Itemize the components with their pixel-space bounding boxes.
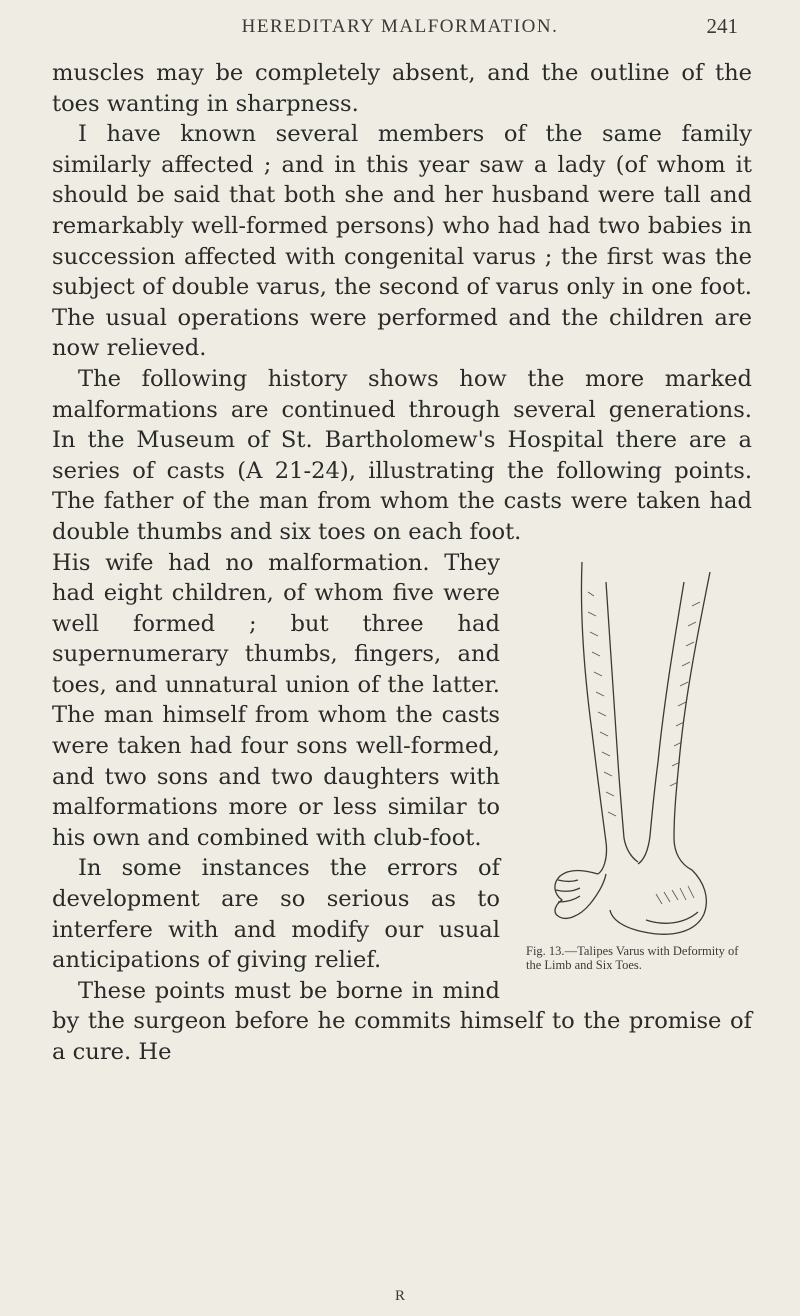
paragraph-5: These points must be borne in mind by the surgeon before he commits himself to the promise of a cure. He	[52, 977, 752, 1065]
caption-figure-label: Fig. 13.	[526, 943, 565, 958]
right-leg-outline	[674, 572, 710, 870]
signature-mark: R	[394, 1288, 405, 1304]
left-foot	[555, 870, 606, 918]
page-number: 241	[706, 14, 738, 38]
body-text	[52, 58, 752, 1068]
caption-text: —Talipes Varus with Deformity of the Limb and Six Toes.	[526, 943, 739, 972]
paragraph-1: muscles may be completely absent, and the outline of the toes wanting in sharpness.	[52, 60, 752, 117]
paragraph-4: In some instances the errors of development are so serious as to interfere with and modify our usual anticipations of giving relief.	[52, 855, 500, 974]
left-leg-outline	[581, 562, 606, 874]
paragraph-3-continued: His wife had no malformation. They had eight children, of whom five were well formed ; but three had supernumerary thumbs, fingers, and toes, and unnatural union of the latter. The man himself from whom the casts were taken had four sons well-formed, and two sons and two daughters with malformations more or less similar to his own and combined with club-foot.	[52, 549, 500, 851]
left-leg-shading	[588, 592, 616, 816]
right-foot-shading	[656, 886, 694, 904]
figure-13	[514, 552, 752, 1004]
paragraph-3-start: The following history shows how the more marked malformations are continued through several generations. In the Museum of St. Bartholomew's Hospital there are a series of casts (A 21-24), illustrating the following points. The father of the man from whom the casts were taken had double thumbs and six toes on each foot.	[52, 365, 752, 545]
right-leg-inner	[638, 582, 684, 864]
left-leg-inner	[606, 582, 638, 862]
leg-cast-illustration	[514, 552, 752, 942]
running-head: HEREDITARY MALFORMATION.	[241, 16, 559, 37]
figure-caption	[526, 944, 752, 972]
right-leg-shading	[670, 602, 700, 786]
page-header	[0, 12, 800, 42]
right-foot	[610, 870, 706, 934]
paragraph-2: I have known several members of the same family similarly affected ; and in this year saw a lady (of whom it should be said that both she and her husband were tall and remarkably well-formed persons) who had had two babies in succession affected with congenital varus ; the first was the subject of double varus, the second of varus only in one foot. The usual operations were performed and the children are now relieved.	[52, 121, 752, 362]
